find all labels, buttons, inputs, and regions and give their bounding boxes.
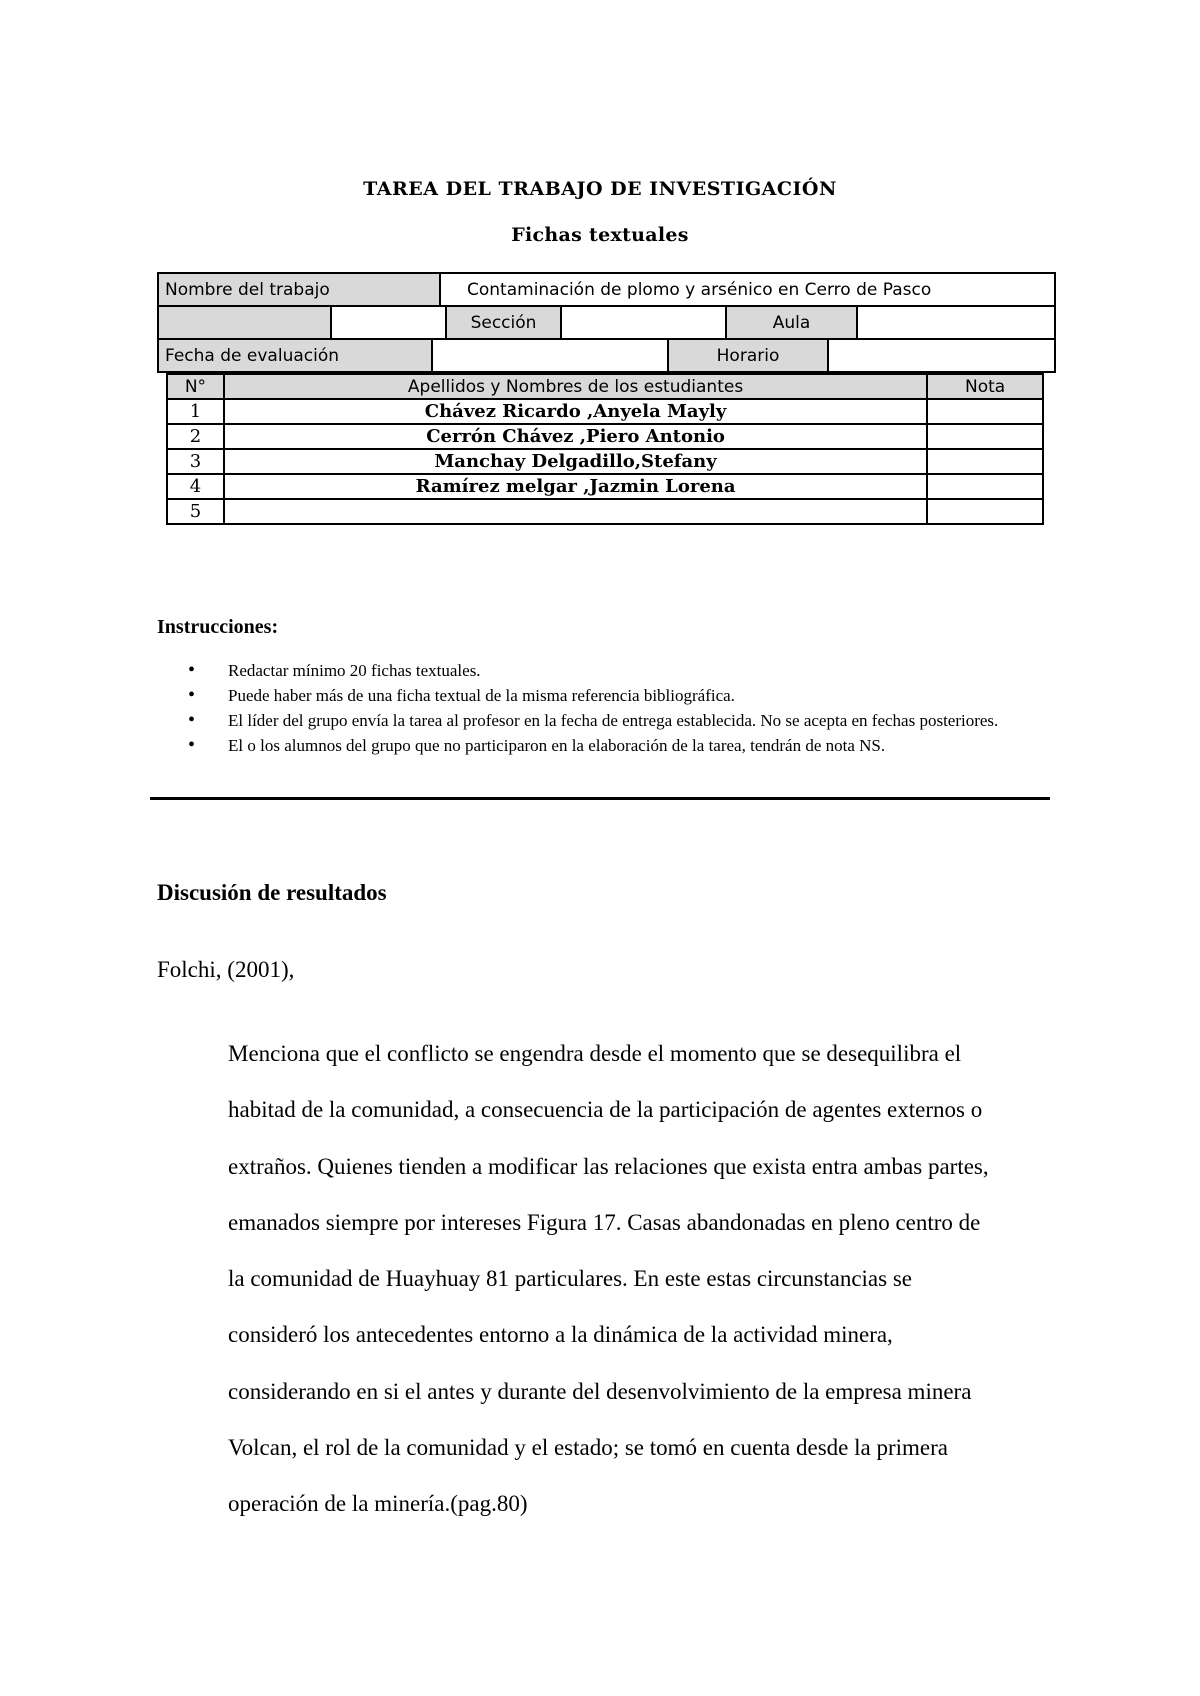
table-row: [167, 424, 1043, 449]
seccion-value: [560, 305, 727, 340]
paragraph-line: consideró los antecedentes entorno a la dinámica de la actividad minera,: [228, 1322, 893, 1348]
header-number: N°: [167, 374, 224, 399]
page-title: TAREA DEL TRABAJO DE INVESTIGACIÓN: [363, 178, 837, 200]
table-row: [167, 474, 1043, 499]
row-number: 1: [167, 399, 224, 424]
aula-value: [856, 305, 1056, 340]
paragraph-line: extraños. Quienes tienden a modificar las relaciones que exista entra ambas partes,: [228, 1153, 989, 1179]
student-nota: [927, 424, 1043, 449]
fecha-label: Fecha de evaluación: [157, 338, 433, 373]
page-subtitle: Fichas textuales: [511, 224, 689, 246]
nombre-value: Contaminación de plomo y arsénico en Cerro de Pasco: [439, 272, 1056, 307]
instruction-item: • Puede haber más de una ficha textual de la misma referencia bibliográfica.: [188, 683, 1058, 708]
paragraph-line: emanados siempre por intereses Figura 17. Casas abandonadas en pleno centro de: [228, 1209, 981, 1235]
row-number: 3: [167, 449, 224, 474]
instruction-item: • El o los alumnos del grupo que no participaron en la elaboración de la tarea, tendrán de nota NS.: [188, 733, 1058, 758]
student-name: Chávez Ricardo ,Anyela Mayly: [224, 399, 927, 424]
paragraph-line: habitad de la comunidad, a consecuencia de la participación de agentes externos o: [228, 1097, 983, 1123]
student-name: Cerrón Chávez ,Piero Antonio: [224, 424, 927, 449]
instruction-item: • Redactar mínimo 20 fichas textuales.: [188, 658, 1058, 683]
citation: Folchi, (2001),: [157, 957, 295, 982]
row-number: 2: [167, 424, 224, 449]
paragraph-line: la comunidad de Huayhuay 81 particulares. En este estas circunstancias se: [228, 1266, 913, 1292]
seccion-label: Sección: [445, 305, 562, 340]
discussion-paragraph: [228, 1026, 1048, 1533]
paragraph-line: Volcan, el rol de la comunidad y el estado; se tomó en cuenta desde la primera: [228, 1435, 948, 1461]
student-name: Manchay Delgadillo,Stefany: [224, 449, 927, 474]
paragraph-line: Menciona que el conflicto se engendra desde el momento que se desequilibra el: [228, 1041, 962, 1066]
student-nota: [927, 449, 1043, 474]
fecha-value: [431, 338, 669, 373]
row-number: 4: [167, 474, 224, 499]
horizontal-rule: [150, 797, 1050, 800]
discussion-heading: Discusión de resultados: [157, 880, 387, 905]
header-names: Apellidos y Nombres de los estudiantes: [224, 374, 927, 399]
table-row: [167, 449, 1043, 474]
table-row: [167, 399, 1043, 424]
student-nota: [927, 399, 1043, 424]
aula-label: Aula: [725, 305, 858, 340]
paragraph-line: considerando en si el antes y durante del desenvolvimiento de la empresa minera: [228, 1378, 972, 1404]
horario-label: Horario: [667, 338, 829, 373]
student-name: Ramírez melgar ,Jazmin Lorena: [224, 474, 927, 499]
student-nota: [927, 474, 1043, 499]
row-number: 5: [167, 499, 224, 524]
paragraph-line: operación de la minería.(pag.80): [228, 1491, 528, 1517]
instructions-heading: Instrucciones:: [157, 616, 279, 638]
students-table: [166, 373, 1044, 525]
table-header-row: [167, 374, 1043, 399]
blank-gray-cell: [157, 305, 332, 340]
header-nota: Nota: [927, 374, 1043, 399]
table-row: [167, 499, 1043, 524]
blank-cell: [330, 305, 447, 340]
nombre-label: Nombre del trabajo: [157, 272, 441, 307]
horario-value: [827, 338, 1056, 373]
instructions-list: [188, 658, 1058, 758]
instruction-item: • El líder del grupo envía la tarea al profesor en la fecha de entrega establecida. No se acepta en fechas posteriores.: [188, 708, 1058, 733]
student-nota: [927, 499, 1043, 524]
student-name: [224, 499, 927, 524]
